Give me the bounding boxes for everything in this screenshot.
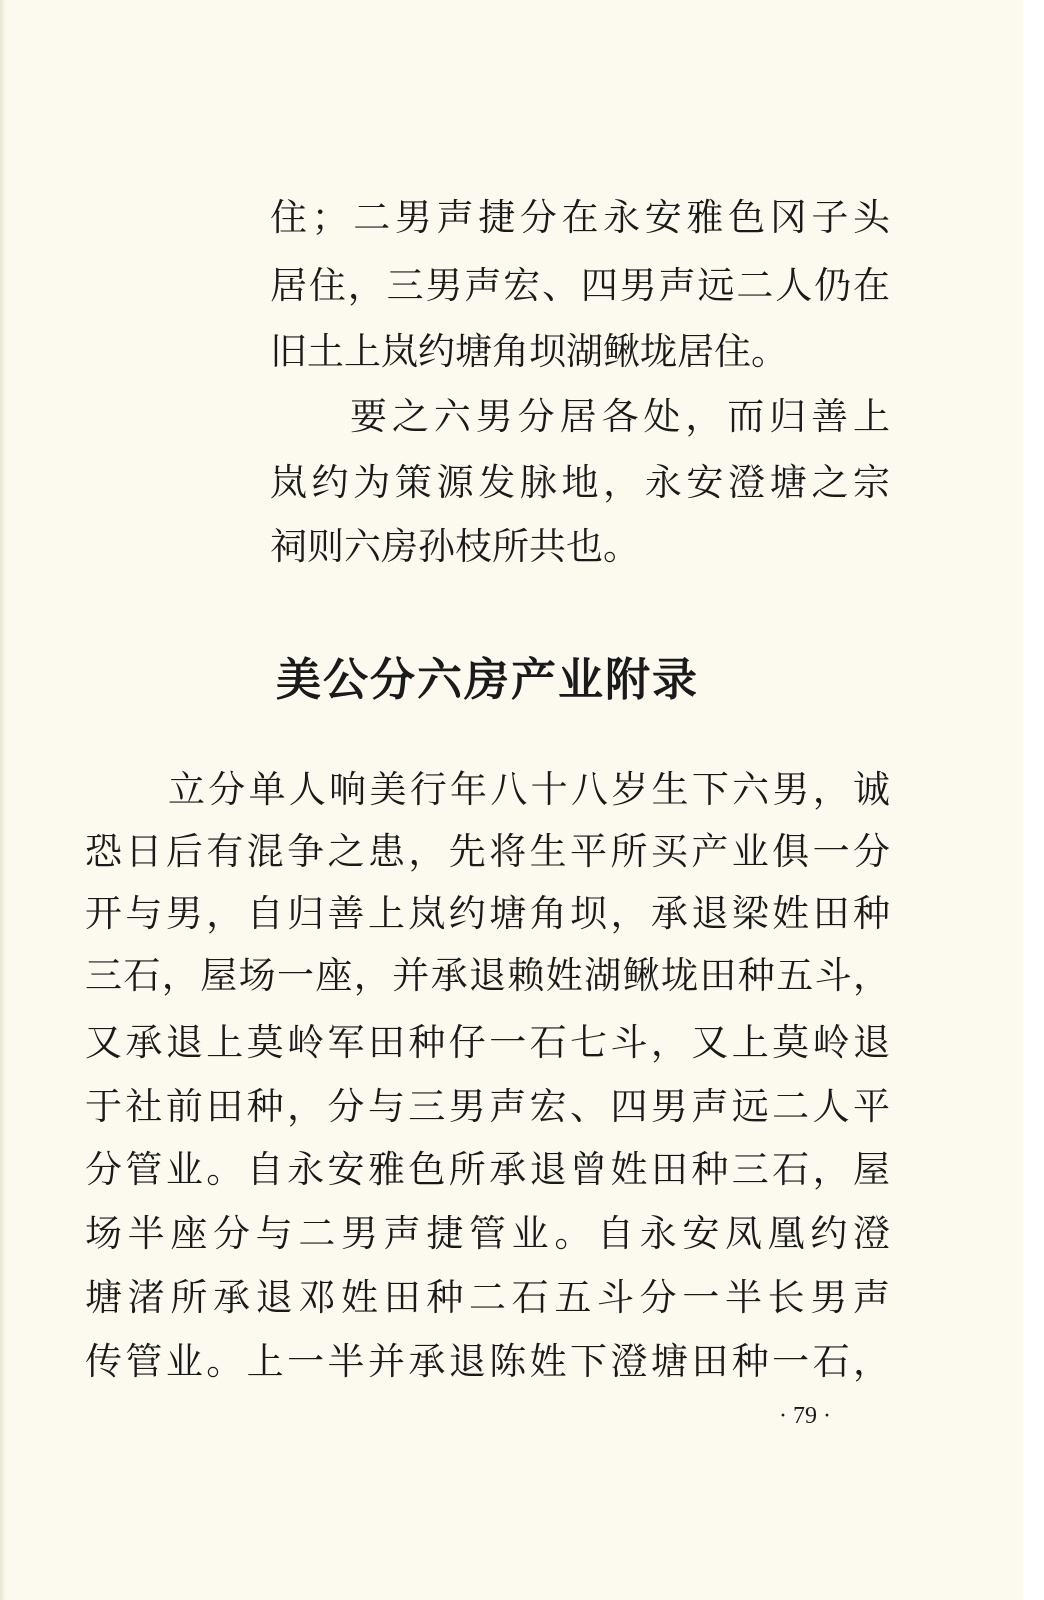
text-line: 于社前田种，分与三男声宏、四男声远二人平 <box>85 1085 890 1128</box>
text-line: 旧土上岚约塘角坝湖鳅垅居住。 <box>270 330 788 373</box>
text-line: 居住，三男声宏、四男声远二人仍在 <box>270 264 890 307</box>
text-line: 恐日后有混争之患，先将生平所买产业俱一分 <box>85 830 890 873</box>
text-line: 又承退上莫岭军田种仔一石七斗，又上莫岭退 <box>85 1021 890 1064</box>
text-line: 立分单人响美行年八十八岁生下六男，诚 <box>168 768 890 811</box>
text-line: 塘渚所承退邓姓田种二石五斗分一半长男声 <box>85 1276 890 1319</box>
text-line: 住；二男声捷分在永安雅色冈子头 <box>270 196 890 239</box>
text-line: 场半座分与二男声捷管业。自永安凤凰约澄 <box>85 1212 890 1255</box>
text-line: 传管业。上一半并承退陈姓下澄塘田种一石， <box>85 1340 890 1383</box>
text-line: 三石，屋场一座，并承退赖姓湖鳅垅田种五斗， <box>85 954 890 997</box>
section-heading: 美公分六房产业附录 <box>275 653 699 706</box>
text-line: 开与男，自归善上岚约塘角坝，承退梁姓田种 <box>85 892 890 935</box>
text-line: 要之六男分居各处，而归善上 <box>350 395 890 438</box>
text-line: 岚约为策源发脉地，永安澄塘之宗 <box>270 461 890 504</box>
page-number: · 79 · <box>779 1403 831 1429</box>
text-line: 祠则六房孙枝所共也。 <box>270 525 640 568</box>
text-line: 分管业。自永安雅色所承退曾姓田种三石，屋 <box>85 1148 890 1191</box>
